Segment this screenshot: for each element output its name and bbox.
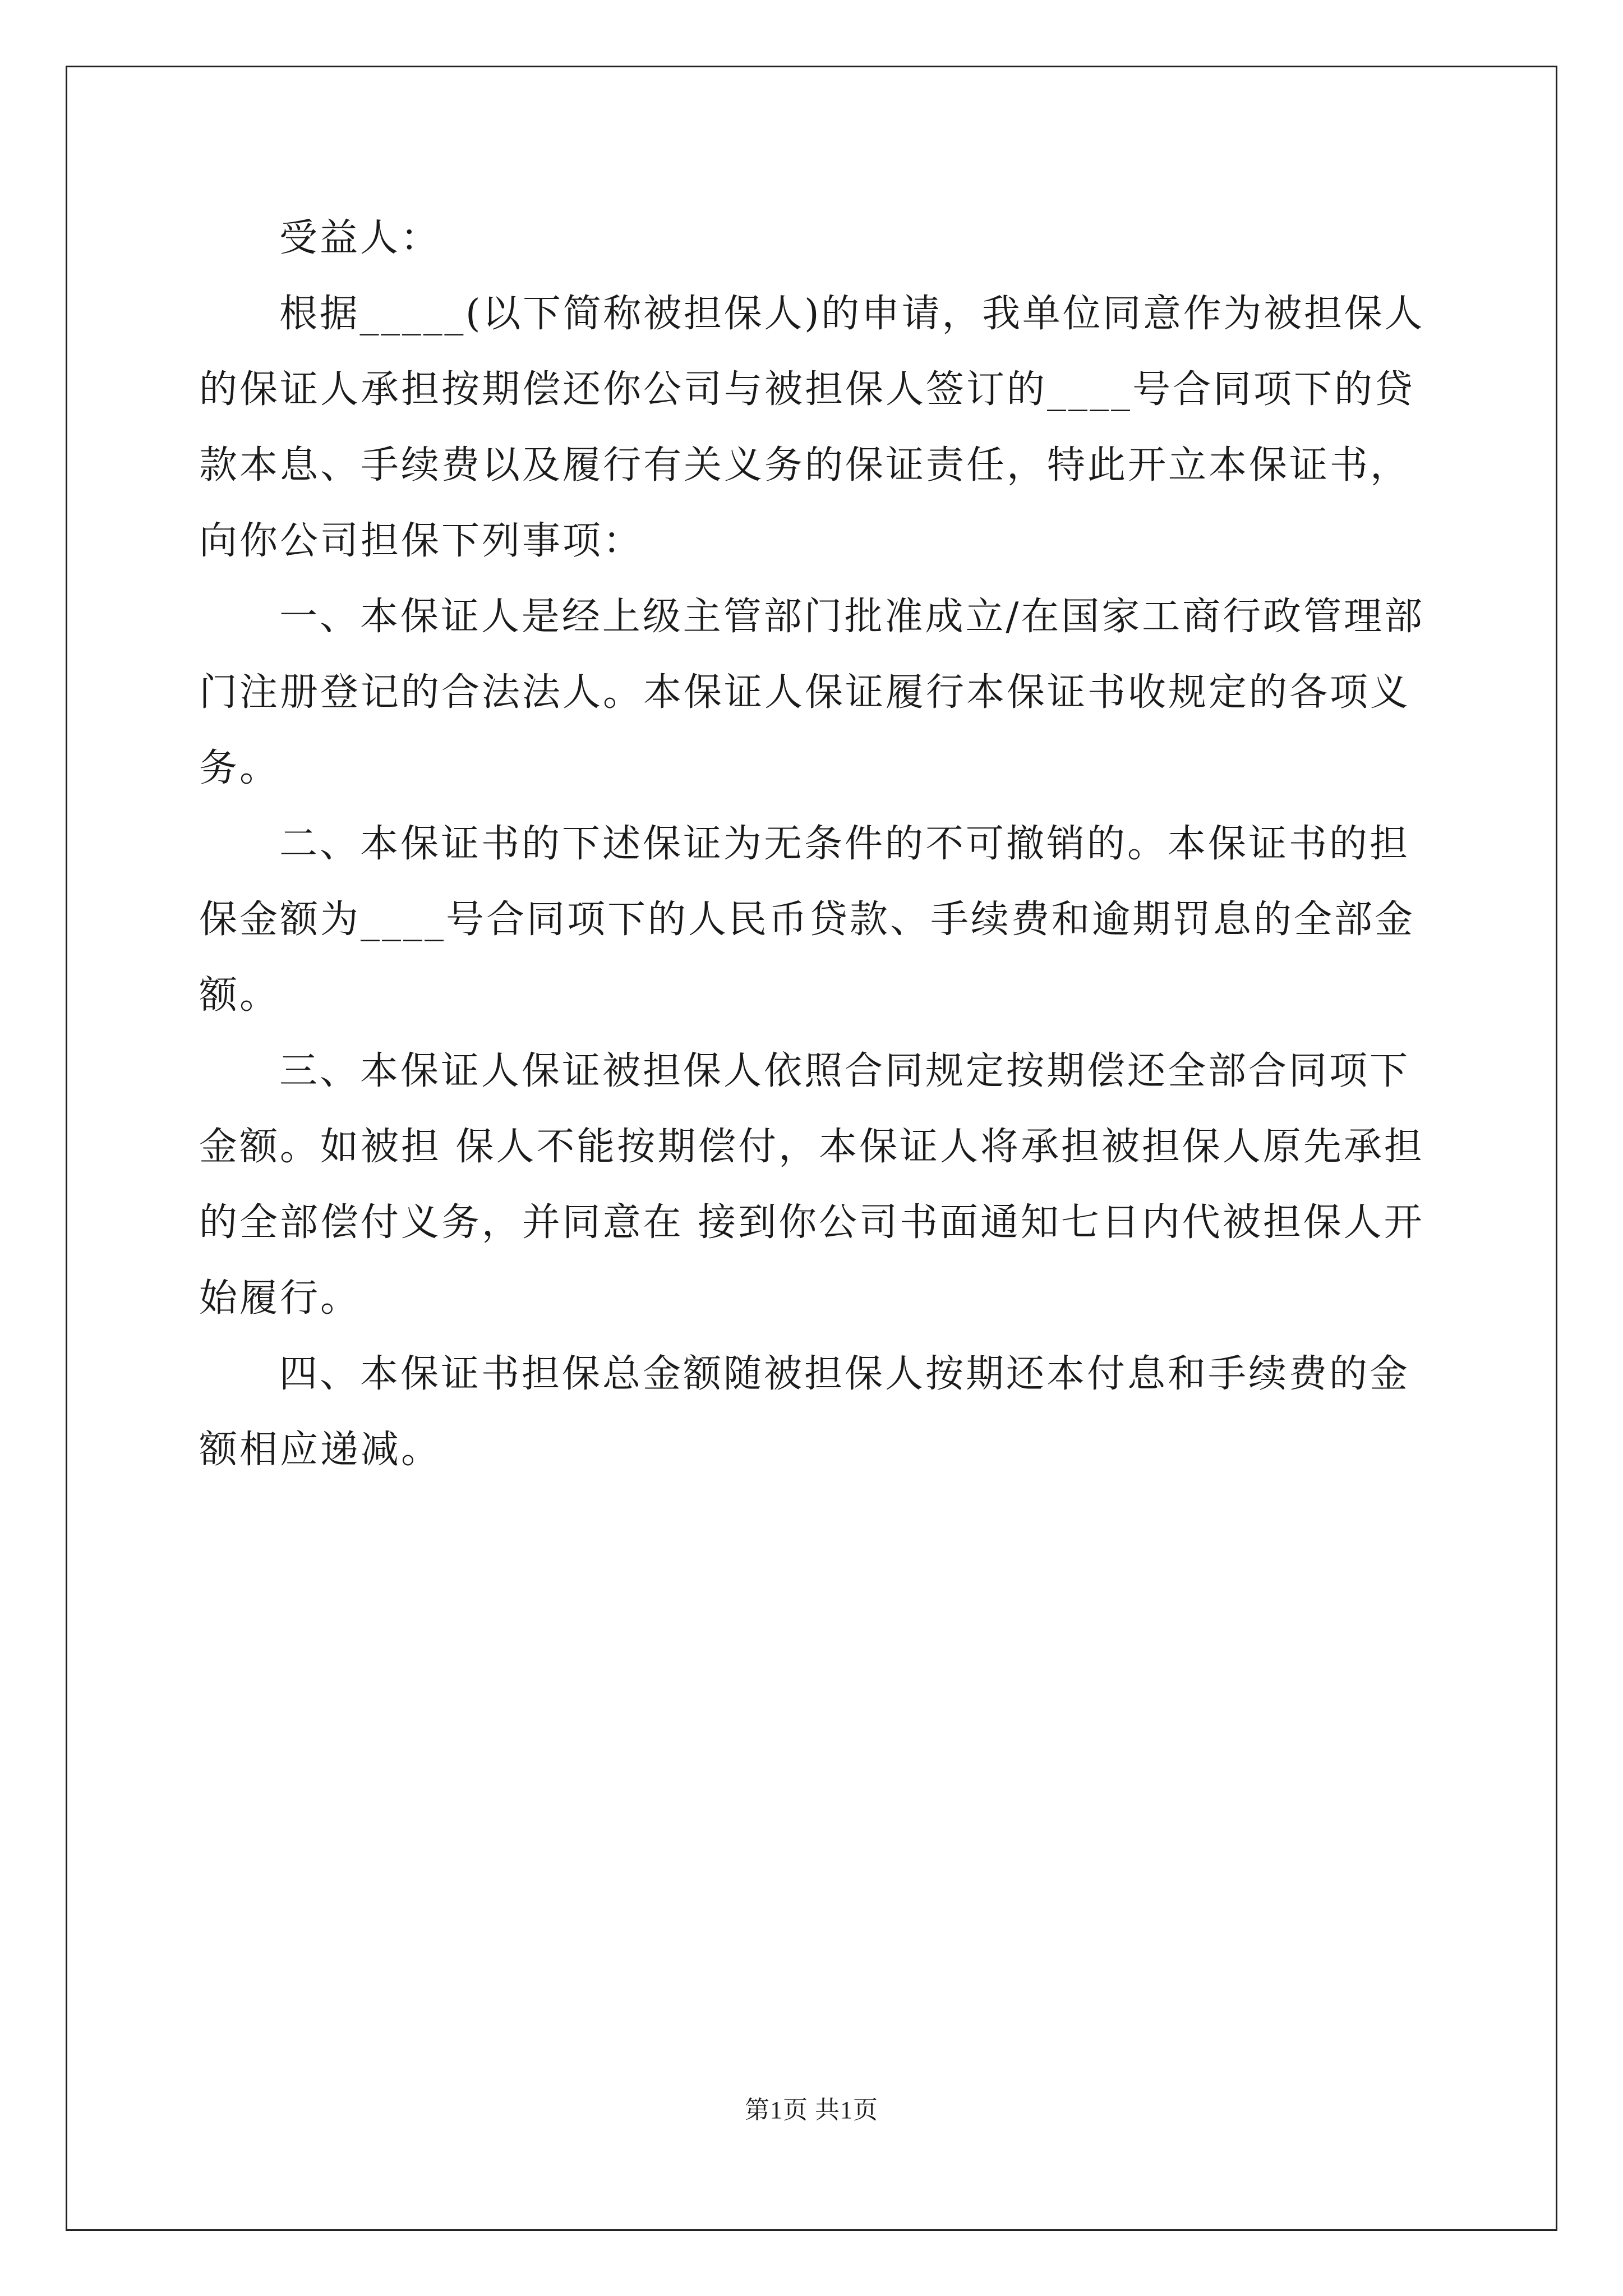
clause-3-line-1: 三、本保证人保证被担保人依照合同规定按期偿还全部合同项下: [279, 1049, 1410, 1093]
salutation-line: 受益人：: [279, 216, 441, 260]
clause-4-line-2: 额相应递减。: [199, 1428, 442, 1472]
clause-4-line-1: 四、本保证书担保总金额随被担保人按期还本付息和手续费的金: [279, 1352, 1410, 1396]
clause-3-line-4: 始履行。: [199, 1276, 361, 1320]
clause-1-line-2: 门注册登记的合法法人。本保证人保证履行本保证书收规定的各项义: [199, 670, 1411, 715]
clause-2-line-3: 额。: [199, 973, 280, 1018]
paragraph-intro-line-2: 的保证人承担按期偿还你公司与被担保人签订的____号合同项下的贷: [199, 367, 1415, 412]
clause-3-line-3: 的全部偿付义务，并同意在 接到你公司书面通知七日内代被担保人开: [199, 1200, 1424, 1245]
clause-1-line-3: 务。: [199, 746, 280, 790]
clause-2-line-2: 保金额为____号合同项下的人民币贷款、手续费和逾期罚息的全部金: [199, 898, 1415, 942]
clause-1-line-1: 一、本保证人是经上级主管部门批准成立/在国家工商行政管理部: [279, 595, 1424, 639]
paragraph-intro-line-4: 向你公司担保下列事项：: [199, 519, 644, 563]
clause-3-line-2: 金额。如被担 保人不能按期偿付，本保证人将承担被担保人原先承担: [199, 1125, 1424, 1169]
paragraph-intro-line-1: 根据_____(以下简称被担保人)的申请，我单位同意作为被担保人: [279, 292, 1425, 336]
page-number-footer: 第1页 共1页: [745, 2096, 878, 2124]
clause-2-line-1: 二、本保证书的下述保证为无条件的不可撤销的。本保证书的担: [279, 822, 1410, 866]
paragraph-intro-line-3: 款本息、手续费以及履行有关义务的保证责任，特此开立本保证书，: [199, 443, 1411, 487]
